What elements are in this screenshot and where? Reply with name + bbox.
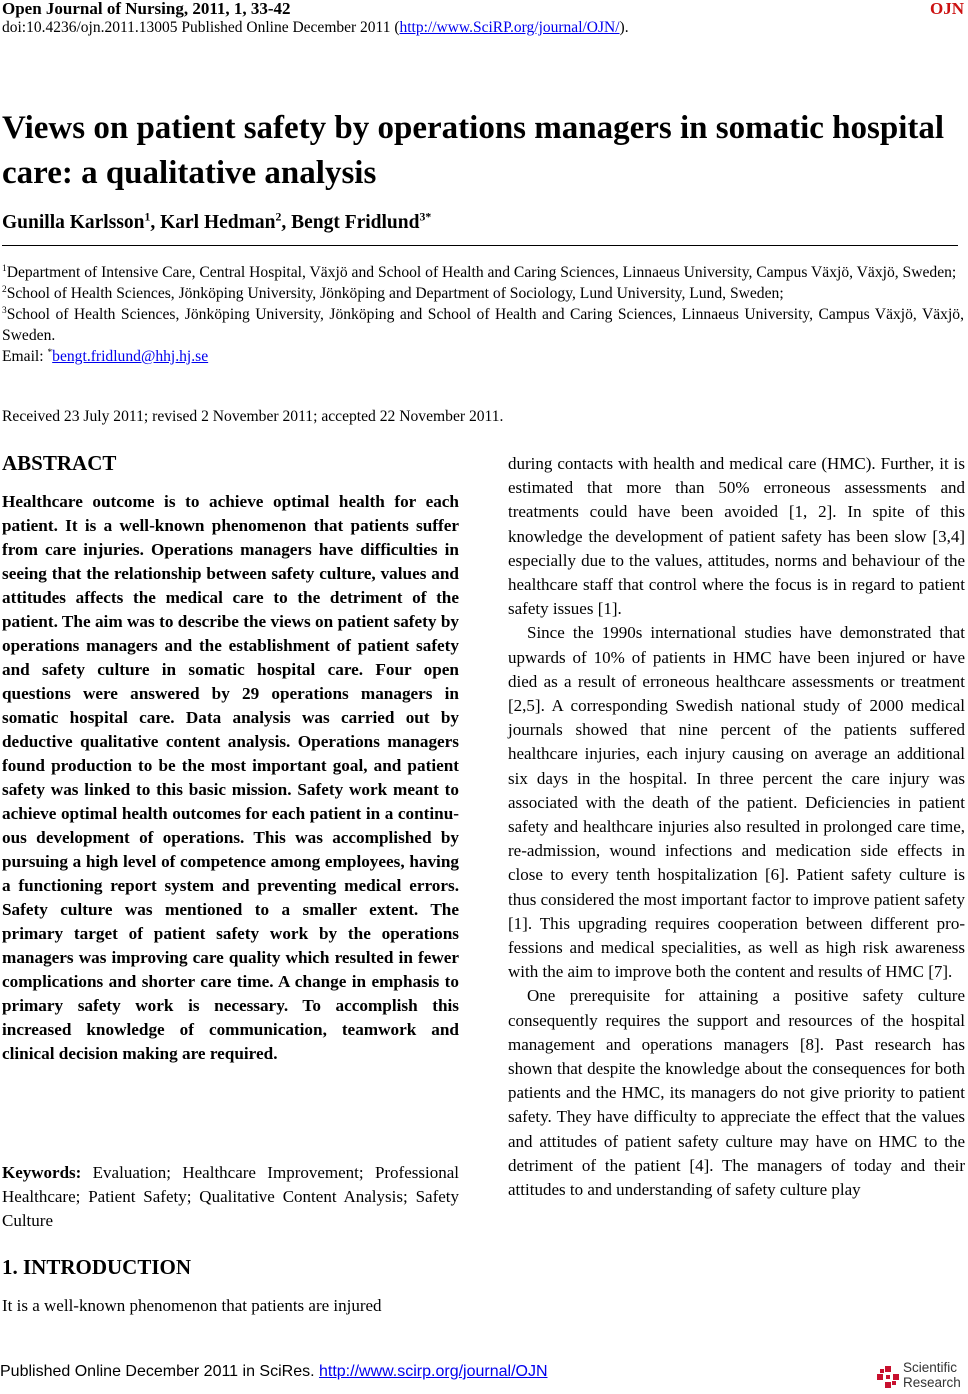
- affiliations: [2, 262, 964, 367]
- author-name: Bengt Fridlund: [291, 212, 420, 233]
- introduction-heading: 1. INTRODUCTION: [2, 1255, 192, 1279]
- author-affiliation-mark: 2: [275, 210, 282, 224]
- author-separator: ,: [281, 212, 292, 233]
- publisher-logo: [876, 1359, 968, 1393]
- logo-line: Research: [903, 1375, 961, 1390]
- introduction-text: It is a well-known phenomenon that patients are injured: [2, 1296, 382, 1315]
- email-link[interactable]: bengt.fridlund@hhj.hj.se: [52, 348, 209, 365]
- author-name: Karl Hedman: [160, 212, 276, 233]
- author-separator: ,: [150, 212, 161, 233]
- scientific-research-logo-icon: [876, 1365, 900, 1389]
- received-dates: Received 23 July 2011; revised 2 November 2011; accepted 22 November 2011.: [2, 408, 504, 425]
- body-paragraph: during contacts with health and medical care (HMC). Further, it is estimated that more than 50% erroneous assessments and treatments could have been avoided [1, 2]. In spite of this knowledge the development of patient safety has been slow [3,4] especially due to the values, attitudes, norms and behaviour of the healthcare staff that control where the focus is in regard to patient safety issues [1].: [508, 454, 965, 619]
- author-list: [2, 212, 431, 234]
- keywords-label: Keywords:: [2, 1163, 82, 1182]
- email-label: Email:: [2, 348, 48, 365]
- abstract-heading: ABSTRACT: [2, 451, 117, 475]
- author-affiliation-mark: 3*: [419, 210, 432, 224]
- footer-text: Published Online December 2011 in SciRes.: [0, 1363, 319, 1380]
- corresponding-mark: *: [47, 347, 53, 358]
- abstract-text: Healthcare outcome is to achieve optimal health for each patient. It is a well-known phenomenon that patients suffer from care injuries. Operations managers have difficulties in seeing that the relationship between safety culture, values and attitudes affects the medical care to the detriment of the patient. The aim was to describe the views on patient safety by operations managers and the establishment of patient safety and safety culture in somatic hospital care. Four open questions were answered by 29 operations managers in somatic hospital care. Data analysis was carried out by deductive qualitative content analysis. Operations managers found production to be the most important goal, and patient safety was linked to this basic mission. Safety work meant to achieve optimal health outcomes for each patient in a continuous development of operations. This was accomplished by pursuing a high level of competence among employees, having a functioning report system and preventing medical errors. Safety culture was mentioned to a smaller extent. The primary target of patient safety work by the operations managers was improving care quality which resulted in fewer complications and shorter care time. A change in emphasis to primary safety work is necessary. To accomplish this increased knowledge of communication, teamwork and clinical decision making are required.: [2, 492, 459, 1063]
- affiliation-item: [2, 304, 964, 346]
- author-name: Gunilla Karlsson: [2, 212, 145, 233]
- affiliation-number: 1: [2, 263, 7, 274]
- journal-citation: Open Journal of Nursing, 2011, 1, 33-42: [2, 0, 291, 18]
- paper-title: Views on patient safety by operations managers in somatic hospital care: a qualitative analysis: [2, 110, 945, 191]
- body-column-right: [508, 452, 965, 1202]
- affiliation-text: Department of Intensive Care, Central Hospital, Växjö and School of Health and Caring Sciences, Linnaeus University, Campus Växjö, Växjö, Sweden;: [6, 264, 957, 281]
- body-paragraph: Since the 1990s international studies have demonstrated that upwards of 10% of patients in HMC have been injured or have died as a result of erroneous healthcare assessments or treatment [2,5]. A corresponding Swedish national study of 2000 medical journals showed that nine percent of the patients suffered healthcare injuries, each injury causing on average an additional six days in the hospital. In three percent the care injury was associated with the death of the patient. Deficiencies in patient safety and healthcare injuries also resulted in prolonged care time, re-admission, wound infections and medication side effects in close to every tenth hospitalization [6]. Patient safety culture is thus considered the most important factor to improve patient safety [1]. This upgrading requires cooperation between different professions and medical specialities, as well as high risk awareness with the aim to improve both the content and results of HMC [7].: [508, 623, 965, 982]
- header-divider: [2, 245, 958, 246]
- footer-journal-link[interactable]: http://www.scirp.org/journal/OJN: [318, 1363, 548, 1380]
- journal-abbreviation: OJN: [930, 0, 964, 18]
- doi-suffix: ).: [619, 19, 629, 36]
- logo-line: Scientific: [903, 1360, 958, 1375]
- affiliation-item: [2, 283, 964, 304]
- body-paragraph: One prerequisite for attaining a positive safety culture consequently requires the support and resources of the hospital management and operations managers [8]. Past research has shown that despite the knowledge about the consequences for both patients and the HMC, its managers do not give priority to patient safety. They have difficulty to appreciate the effect that the values and attitudes of patient safety culture may have on HMC to the detriment of the patient [4]. The managers of today and their attitudes to and understanding of safety culture play: [508, 986, 965, 1200]
- affiliation-number: 3: [2, 305, 7, 316]
- affiliation-text: School of Health Sciences, Jönköping University, Jönköping and School of Health and Caring Sciences, Linnaeus University, Campus Växjö, Växjö, Sweden.: [2, 306, 964, 344]
- affiliation-text: School of Health Sciences, Jönköping University, Jönköping and Department of Sociology, Lund University, Lund, Sweden;: [6, 285, 784, 302]
- journal-url-link[interactable]: http://www.SciRP.org/journal/OJN/: [399, 19, 620, 36]
- logo-wordmark: [903, 1360, 961, 1390]
- keywords: [2, 1161, 459, 1233]
- page-footer: [0, 1363, 548, 1381]
- affiliation-item: [2, 262, 964, 283]
- affiliation-number: 2: [2, 284, 7, 295]
- doi-line: [2, 19, 629, 37]
- email-line: [2, 346, 964, 367]
- doi-text: doi:10.4236/ojn.2011.13005 Published Online December 2011 (: [2, 19, 400, 36]
- author-affiliation-mark: 1: [144, 210, 151, 224]
- keywords-list: Evaluation; Healthcare Improvement; Professional Healthcare; Patient Safety; Qualitative Content Analysis; Safety Culture: [2, 1163, 459, 1230]
